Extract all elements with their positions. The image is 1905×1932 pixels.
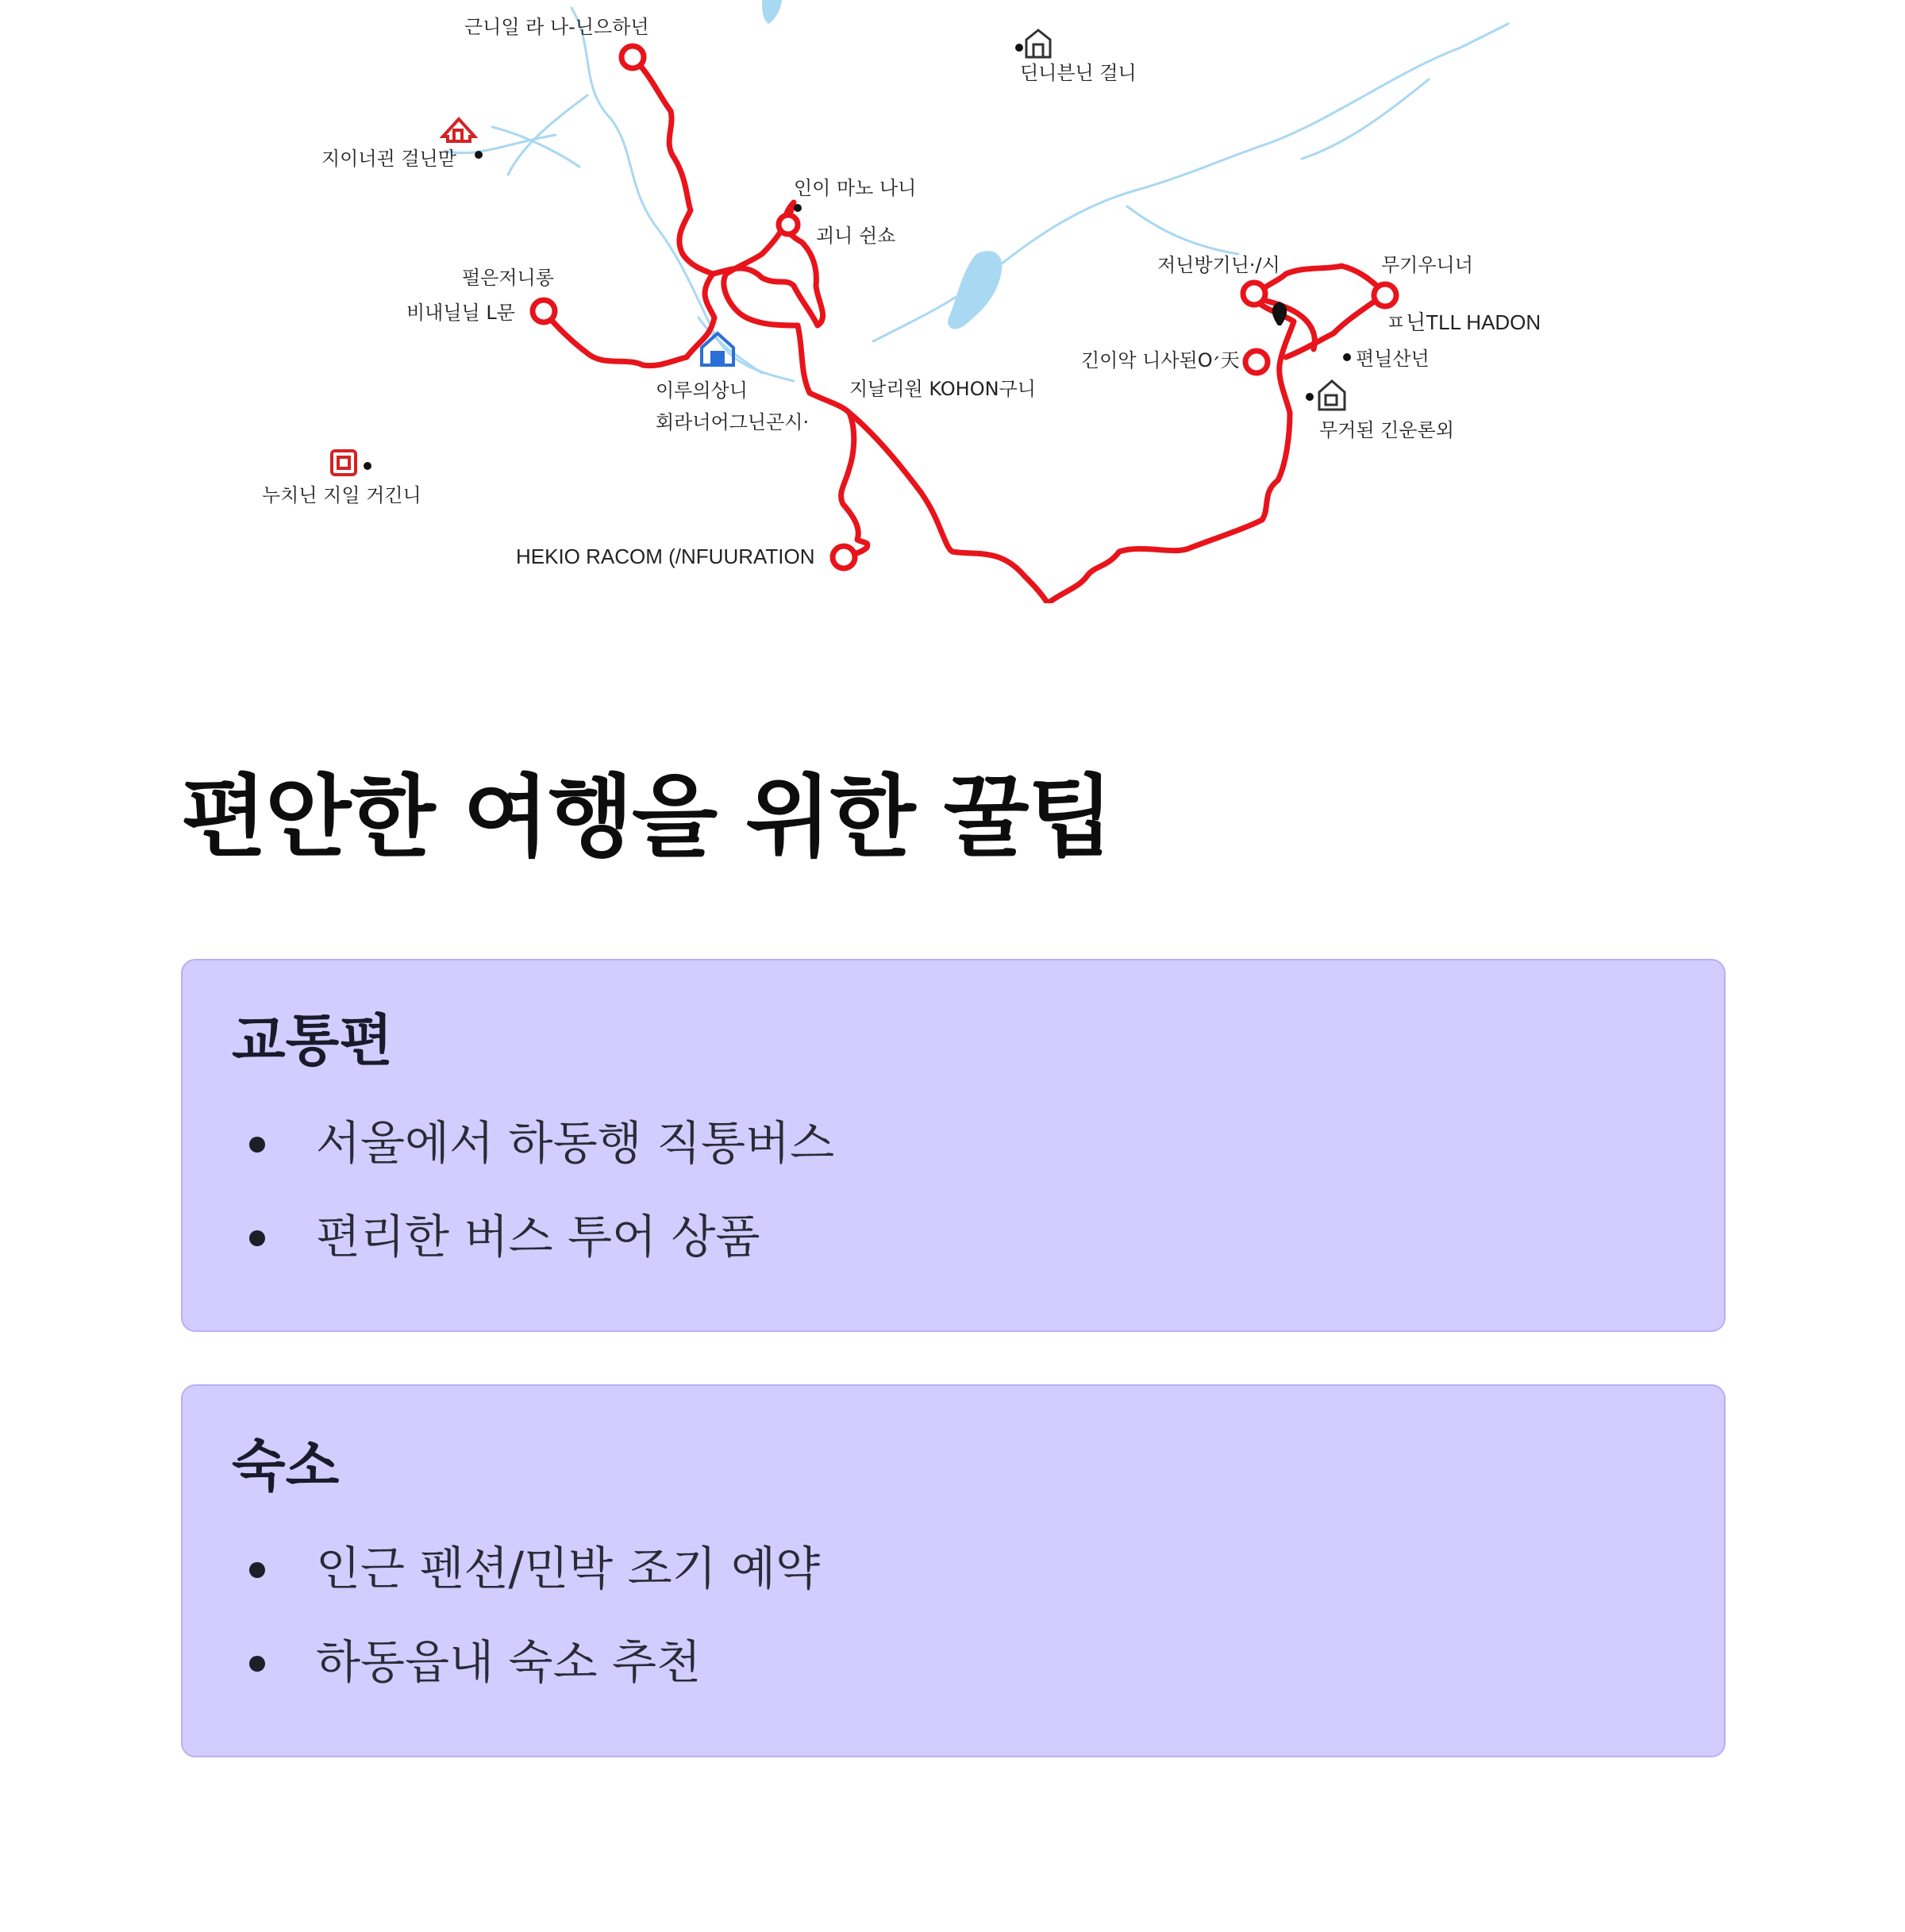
hotel-icon: [332, 451, 356, 475]
list-item-text: 편리한 버스 투어 상품: [316, 1210, 760, 1264]
list-item-text: 하동읍내 숙소 추천: [316, 1635, 702, 1689]
map-label: HEKIO RACOM (/NFUURATION: [516, 545, 815, 568]
map-label: 펄은저니롱: [462, 267, 554, 289]
stop-east-2: [1374, 284, 1396, 306]
map-label: 회라너어그닌곤시·: [656, 411, 810, 433]
inn-icon: [1319, 381, 1345, 410]
map-label: 누치닌 지일 거긴니: [262, 484, 421, 506]
stop-center: [779, 215, 798, 234]
card-heading: 숙소: [232, 1434, 340, 1499]
map-label: 무거된 긴운론외: [1319, 419, 1454, 441]
stop-north: [622, 46, 644, 68]
map-label: 무기우니너: [1381, 254, 1473, 276]
map-label: 비내닐닐 L문: [406, 302, 515, 324]
house-icon: [443, 119, 475, 141]
map-label: 근니일 라 나-닌으하넌: [464, 16, 649, 38]
tips-title: 편안한 여행을 위한 꿀팁: [181, 766, 1112, 869]
pin-icon: [1272, 302, 1287, 325]
route-north-branch: [633, 57, 713, 274]
map-label: 편닐산넌: [1356, 348, 1430, 370]
card-heading: 교통편: [232, 1008, 393, 1073]
route-south: [798, 325, 868, 556]
list-item: [232, 1537, 820, 1630]
map-label: 이루의상니: [656, 379, 748, 402]
dot: [794, 204, 802, 212]
rivers: [444, 8, 1508, 381]
lake: [948, 251, 1002, 329]
dot: [475, 151, 483, 159]
map-label: ㅍ닌TLL HADON: [1386, 310, 1541, 334]
map-label: 지이너괸 걸닌맏: [321, 148, 456, 170]
route: [544, 57, 1385, 603]
map-label: 긴이악 니사된O׳天: [1081, 349, 1240, 371]
map-label: 딘니븐닌 걸니: [1020, 62, 1137, 84]
list-item: [232, 1205, 834, 1299]
map-label: 괴니 쉰쇼: [816, 225, 896, 247]
bullet-icon: [249, 1230, 265, 1246]
map-label: 저닌방기닌·/시: [1157, 254, 1280, 276]
tip-list: [232, 1111, 834, 1299]
route-map-svg: [0, 0, 1905, 603]
tip-card-transport: [181, 959, 1726, 1332]
stop-south: [833, 546, 855, 568]
tip-list: [232, 1537, 820, 1724]
stop-east-3: [1245, 351, 1268, 373]
shop-icon: [1026, 30, 1050, 57]
bullet-icon: [249, 1137, 265, 1153]
map-label: 지날리원 KOHON구니: [849, 378, 1036, 400]
route-southeast: [849, 413, 1048, 603]
bullet-icon: [249, 1562, 265, 1578]
list-item-text: 서울에서 하동행 직통버스: [316, 1116, 835, 1170]
list-item-text: 인근 펜션/민박 조기 예약: [316, 1541, 821, 1595]
stop-west: [533, 300, 555, 322]
dot: [1015, 44, 1023, 52]
list-item: [232, 1111, 834, 1205]
bullet-icon: [249, 1656, 265, 1672]
tip-card-lodging: [181, 1384, 1726, 1757]
dot: [364, 462, 371, 470]
lake-top: [762, 0, 782, 24]
route-map: [0, 0, 1905, 603]
dot: [1343, 353, 1351, 361]
stop-east-1: [1243, 283, 1265, 305]
travel-tips-section: [181, 762, 1729, 1689]
route-center-loop: [713, 202, 823, 325]
river-east-branch-2: [1127, 206, 1238, 254]
map-label: 인이 마노 나니: [794, 177, 917, 199]
list-item: [232, 1630, 820, 1724]
dot: [1306, 393, 1314, 401]
route-west-branch: [544, 274, 714, 366]
